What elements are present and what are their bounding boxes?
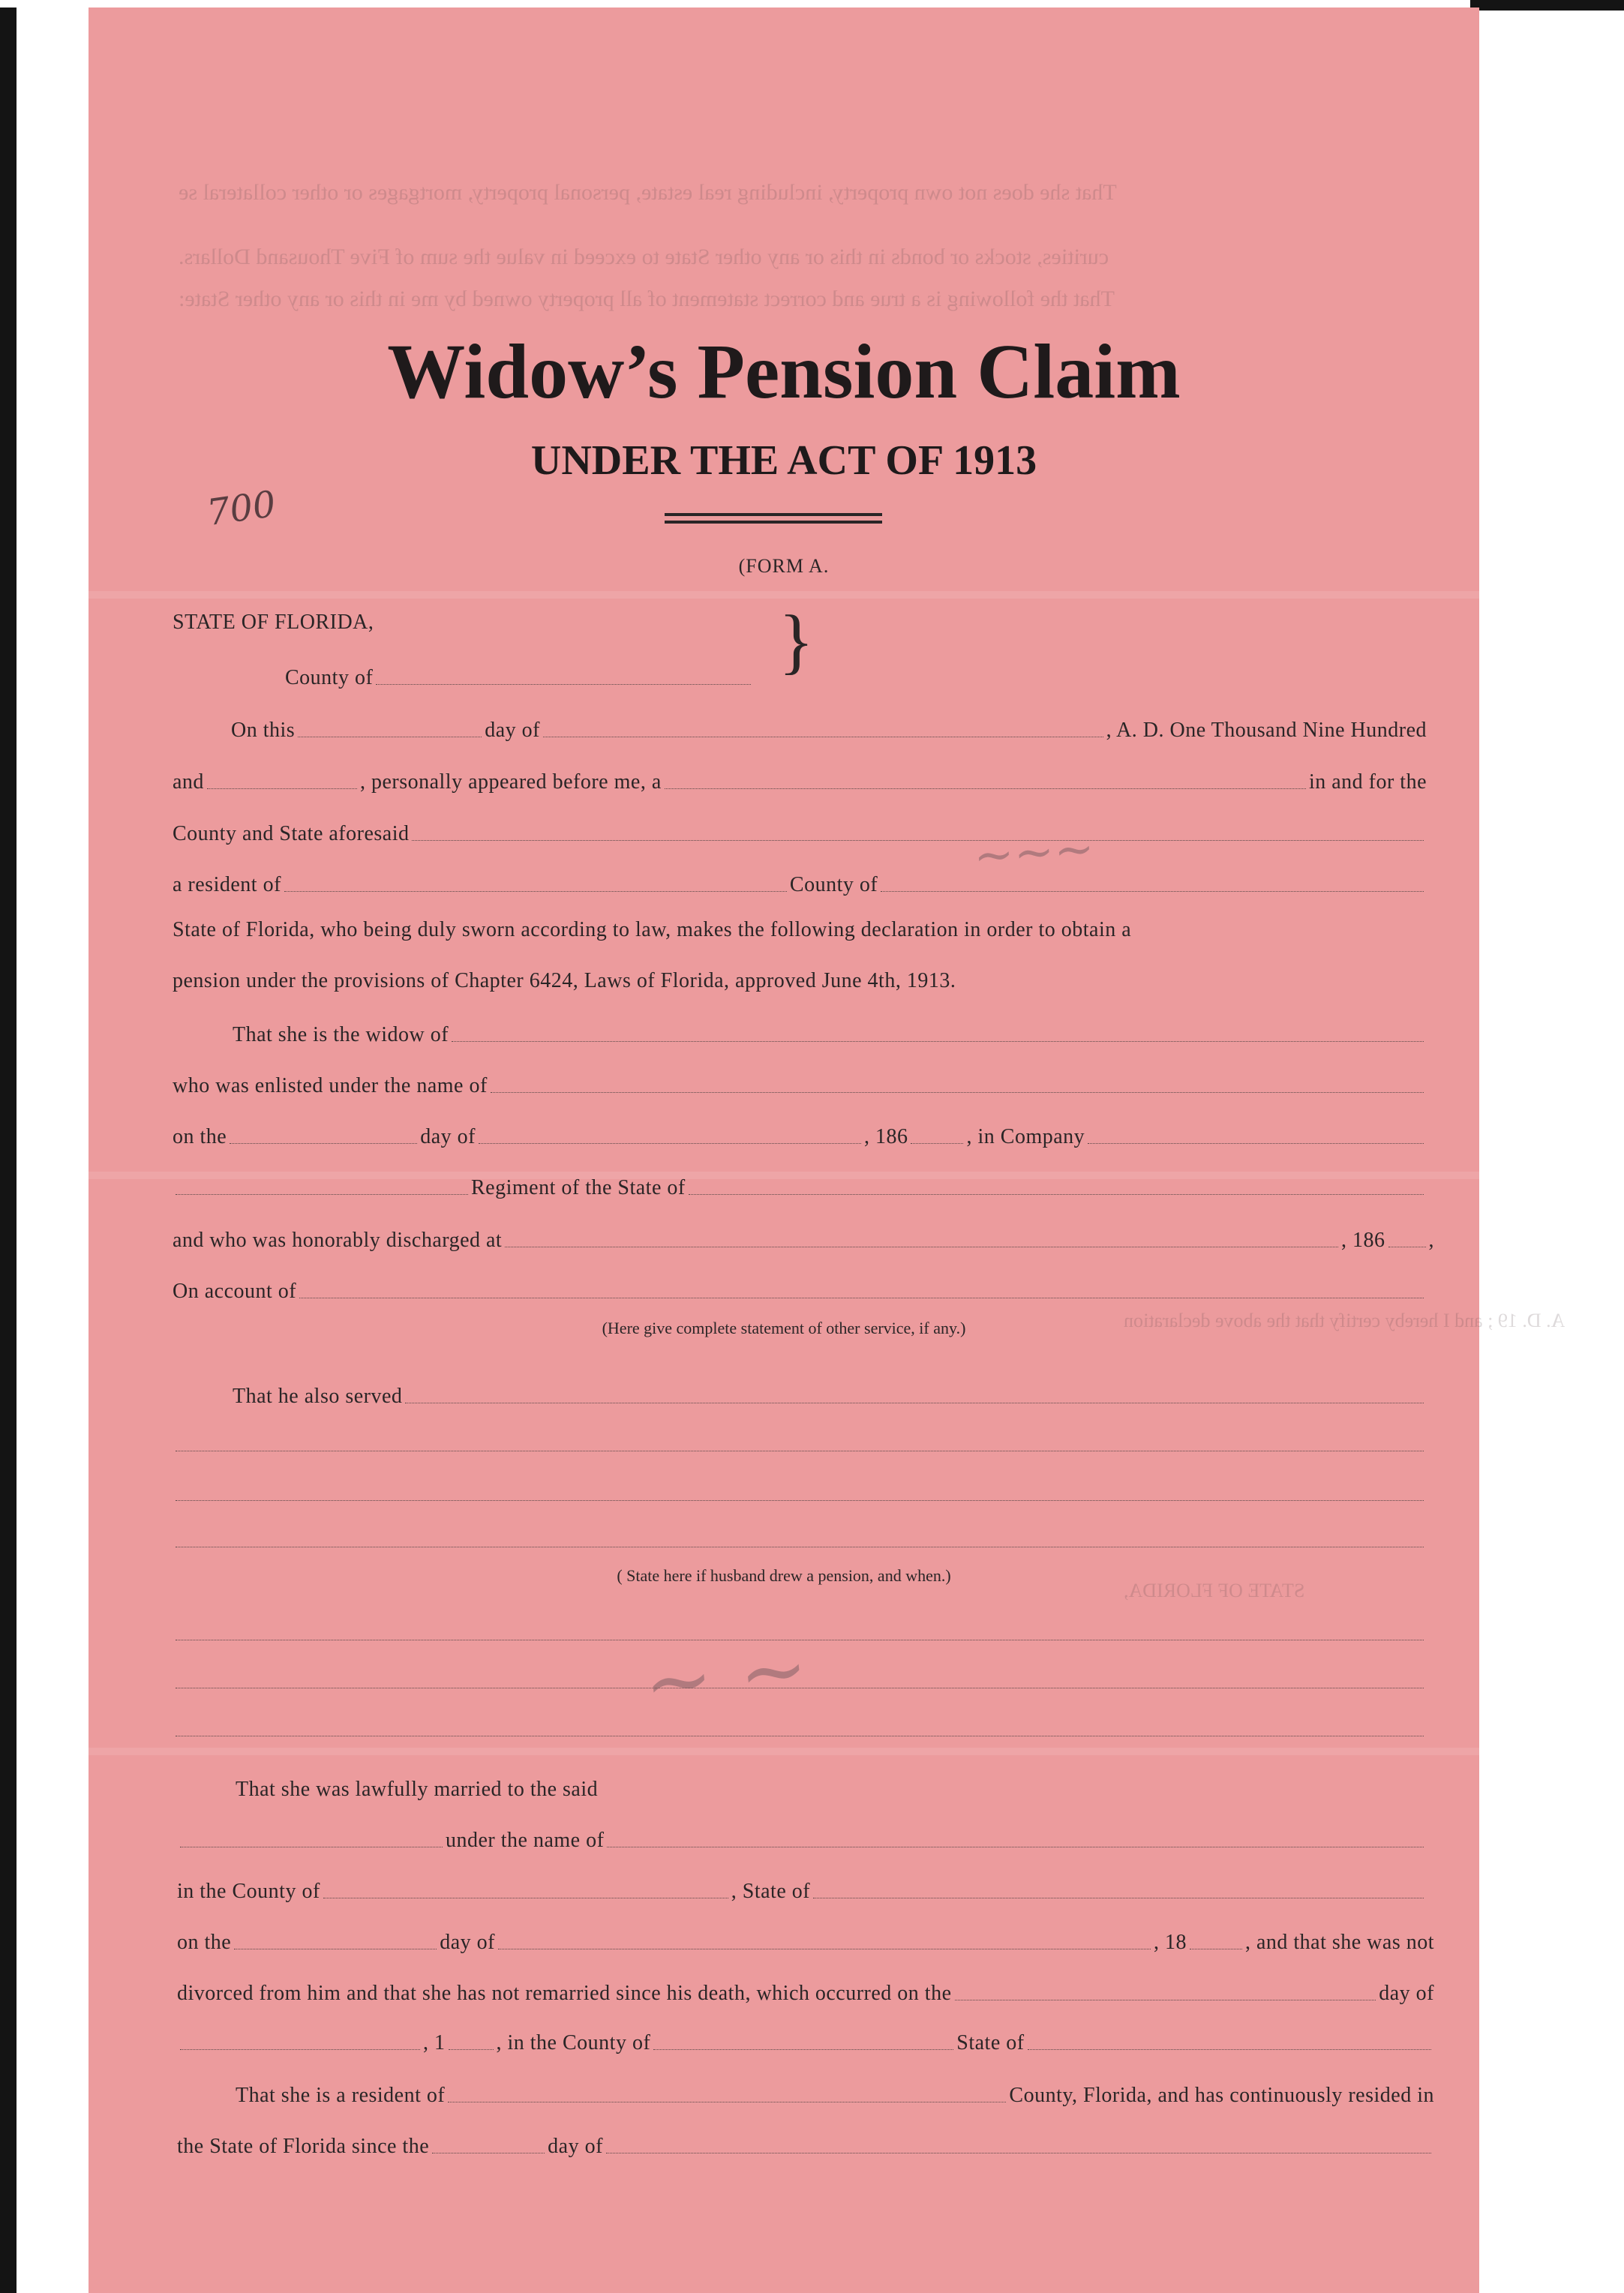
form-line xyxy=(89,1068,1479,1098)
text: divorced from him and that she has not remarried since his death, which occurred on the xyxy=(177,1982,952,2005)
text: , and that she was not xyxy=(1244,1931,1434,1954)
county-line xyxy=(285,660,861,690)
form-line xyxy=(89,2078,1479,2108)
blank-line xyxy=(89,1476,1479,1506)
discharge-reason-field[interactable] xyxy=(299,1292,1424,1298)
county-field[interactable] xyxy=(376,678,751,685)
marriage-day-field[interactable] xyxy=(234,1943,437,1949)
form-line xyxy=(89,963,1479,993)
text: in the County of xyxy=(177,1880,320,1903)
other-service-field[interactable] xyxy=(176,1445,1424,1451)
pension-field[interactable] xyxy=(176,1730,1424,1736)
text: , xyxy=(1428,1229,1434,1252)
form-label: (FORM A. xyxy=(738,555,830,577)
bleed-through: That the following is a true and correct statement of all property owned by me in this or any other State: xyxy=(179,287,1115,311)
text: day of xyxy=(548,2135,603,2158)
text: the State of Florida since the xyxy=(177,2135,430,2158)
month-field[interactable] xyxy=(543,731,1103,737)
death-county-field[interactable] xyxy=(653,2043,953,2050)
form-line xyxy=(89,1379,1479,1409)
officer-field[interactable] xyxy=(665,782,1306,789)
subtitle: UNDER THE ACT OF 1913 xyxy=(530,437,1037,484)
text: That she is the widow of xyxy=(233,1023,449,1046)
bleed-through: A. D. 19 ; and I hereby certify that the above declaration xyxy=(1124,1310,1565,1331)
text: , 1 xyxy=(423,2031,446,2054)
marriage-month-field[interactable] xyxy=(498,1943,1151,1949)
enlist-month-field[interactable] xyxy=(479,1137,861,1144)
marriage-year-field[interactable] xyxy=(1190,1943,1242,1949)
text: day of xyxy=(420,1125,476,1148)
form-line xyxy=(89,2025,1479,2055)
text: Regiment of the State of xyxy=(471,1176,686,1199)
year-field[interactable] xyxy=(207,782,357,789)
death-state-field[interactable] xyxy=(1028,2043,1431,2050)
text: That she was lawfully married to the said xyxy=(236,1778,599,1801)
applicant-name-field[interactable] xyxy=(412,834,1424,841)
form-line xyxy=(89,764,1479,794)
maiden-name-field[interactable] xyxy=(607,1841,1424,1847)
text: On this xyxy=(231,719,296,742)
title-rule xyxy=(665,521,882,524)
residence-county-field[interactable] xyxy=(448,2096,1006,2102)
blank-line xyxy=(89,1427,1479,1457)
other-service-field[interactable] xyxy=(176,1494,1424,1501)
scan-border-top xyxy=(1470,0,1624,11)
text: County and State aforesaid xyxy=(173,822,410,845)
residence-month-field[interactable] xyxy=(606,2147,1431,2153)
form-line xyxy=(89,2129,1479,2159)
other-service-field[interactable] xyxy=(176,1541,1424,1547)
bleed-through: That she does not own property, including real estate, personal property, mortgages or other collateral se xyxy=(179,180,1117,205)
death-year-field[interactable] xyxy=(449,2043,494,2050)
text: County of xyxy=(789,873,878,896)
enlist-day-field[interactable] xyxy=(230,1137,417,1144)
state-line xyxy=(173,605,743,635)
blank-line xyxy=(89,1616,1479,1646)
blank-line xyxy=(89,1712,1479,1742)
company-field[interactable] xyxy=(1088,1137,1424,1144)
fold-line xyxy=(89,591,1479,599)
text: on the xyxy=(177,1931,232,1954)
handwritten-mark: 700 xyxy=(204,482,279,535)
text: , in Company xyxy=(966,1125,1085,1148)
text: and xyxy=(173,770,204,794)
form-line xyxy=(89,1874,1479,1904)
text: County, Florida, and has continuously resided in xyxy=(1009,2084,1434,2107)
text: a resident of xyxy=(173,873,281,896)
scan-border-left xyxy=(0,8,17,2293)
text: on the xyxy=(173,1125,227,1148)
form-sheet xyxy=(89,8,1565,2293)
form-line xyxy=(89,1119,1479,1149)
county-label: County of xyxy=(285,666,374,689)
husband-name-field[interactable] xyxy=(452,1035,1424,1042)
text: State of Florida, who being duly sworn according to law, makes the following declaration in order to obtain a xyxy=(173,918,1132,941)
form-line xyxy=(89,1223,1479,1253)
enlist-year-field[interactable] xyxy=(911,1137,963,1144)
form-line xyxy=(89,816,1479,846)
text: who was enlisted under the name of xyxy=(173,1074,488,1097)
page-title: Widow’s Pension Claim xyxy=(387,329,1181,415)
regiment-state-field[interactable] xyxy=(689,1188,1424,1195)
day-field[interactable] xyxy=(298,731,482,737)
form-line xyxy=(89,1274,1479,1304)
form-line xyxy=(89,912,1479,942)
title-rule xyxy=(665,513,882,516)
note-other-service: (Here give complete statement of other service, if any.) xyxy=(602,1319,966,1337)
blank-line xyxy=(89,1664,1479,1694)
blank-line xyxy=(89,1523,1479,1553)
discharge-place-field[interactable] xyxy=(505,1241,1338,1247)
bleed-through-handwriting: ~~~ xyxy=(971,821,1097,885)
death-month-field[interactable] xyxy=(180,2043,420,2050)
bleed-through: curities, stocks or bonds in this or any other State to exceed in value the sum of Five Thousand Dollars. xyxy=(179,245,1109,269)
regiment-field[interactable] xyxy=(176,1188,468,1195)
text: On account of xyxy=(173,1280,297,1303)
form-line xyxy=(89,1823,1479,1853)
bleed-through-handwriting: ~ ~ xyxy=(638,1619,813,1733)
fold-line xyxy=(89,1748,1479,1755)
form-line xyxy=(89,1925,1479,1955)
text: day of xyxy=(440,1931,495,1954)
married-to-field[interactable] xyxy=(180,1841,443,1847)
residence-day-field[interactable] xyxy=(432,2147,545,2153)
text: , 18 xyxy=(1153,1931,1187,1954)
pension-field[interactable] xyxy=(176,1682,1424,1688)
text: , 186 xyxy=(1341,1229,1385,1252)
other-service-field[interactable] xyxy=(405,1397,1424,1403)
bleed-through: STATE OF FLORIDA, xyxy=(1124,1580,1305,1601)
marriage-county-field[interactable] xyxy=(323,1892,728,1898)
text: , 186 xyxy=(863,1125,908,1148)
text: That she is a resident of xyxy=(236,2084,446,2107)
brace: } xyxy=(779,601,815,682)
resident-field[interactable] xyxy=(284,885,787,892)
text: day of xyxy=(1379,1982,1434,2005)
form-line xyxy=(89,1772,1479,1802)
form-line xyxy=(89,867,1479,897)
form-line xyxy=(89,1017,1479,1047)
state-label: STATE OF FLORIDA, xyxy=(173,611,374,634)
note-pension: ( State here if husband drew a pension, and when.) xyxy=(617,1566,951,1585)
text: State of xyxy=(956,2031,1025,2054)
text: That he also served xyxy=(233,1385,403,1408)
form-line xyxy=(89,713,1479,743)
text: day of xyxy=(485,719,540,742)
form-line xyxy=(89,1170,1479,1200)
marriage-state-field[interactable] xyxy=(813,1892,1424,1898)
text: , in the County of xyxy=(496,2031,651,2054)
death-day-field[interactable] xyxy=(955,1994,1376,2000)
text: pension under the provisions of Chapter 6424, Laws of Florida, approved June 4th, 1913. xyxy=(173,969,956,992)
text: in and for the xyxy=(1308,770,1427,794)
text: , personally appeared before me, a xyxy=(359,770,662,794)
text: under the name of xyxy=(446,1829,605,1852)
text: , State of xyxy=(731,1880,811,1903)
pension-field[interactable] xyxy=(176,1634,1424,1640)
form-line xyxy=(89,1976,1479,2006)
discharge-year-field[interactable] xyxy=(1388,1241,1426,1247)
county-of-field[interactable] xyxy=(881,885,1424,892)
enlisted-name-field[interactable] xyxy=(491,1086,1424,1093)
text: and who was honorably discharged at xyxy=(173,1229,503,1252)
text: , A. D. One Thousand Nine Hundred xyxy=(1106,719,1427,742)
